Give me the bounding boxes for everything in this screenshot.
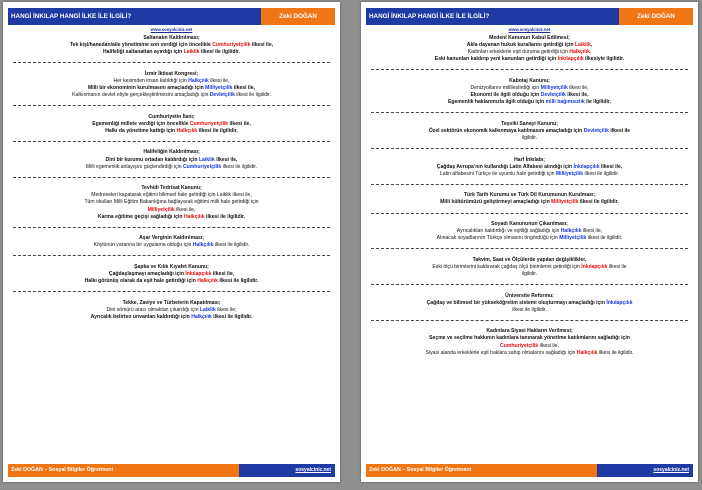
- header-author: Zeki DOĞAN: [619, 8, 693, 25]
- section-izmir-iktisat: [10, 71, 333, 99]
- section-line: Kadınları erkeklerle eşit duruma getirdiği için Halkçılık,: [467, 49, 592, 56]
- section-title: Takvim, Saat ve Ölçülerde yapılan değişiklikler,: [472, 256, 587, 263]
- site-link[interactable]: www.sosyalciniz.net: [508, 27, 551, 32]
- section-line: Karma eğitime geçişi sağladığı için Halkçılık ilkesi ile ilgilidir.: [97, 213, 246, 220]
- dashed-divider: [368, 142, 691, 157]
- section-line: Eski kanunları kaldırıp yeni kanunları getirdiği için İnkılapçılık ilkesiyle ilgilidir.: [434, 56, 625, 63]
- section-line: Çağdaş ve bilimsel bir yükseköğretim sistemi oluşturmayı amaçladığı için İnkılapçılık: [426, 299, 633, 306]
- section-line: Halkı da yönetime kattığı için Halkçılık ilkesi ile ilgilidir.: [105, 127, 238, 134]
- section-sapka-kanunu: [10, 264, 333, 285]
- section-line: Ekonomi ile ilgili olduğu için Devletçilik ilkesi ile,: [470, 92, 589, 99]
- header-title: HANGİ İNKILAP HANGİ İLKE İLE İLGİLİ?: [8, 8, 261, 25]
- section-universite-reformu: [368, 293, 691, 314]
- section-line: ilkesi ile ilgilidir.: [512, 306, 547, 313]
- page-content: [10, 35, 333, 460]
- page-content: [368, 35, 691, 460]
- section-tesviki-sanayi: [368, 121, 691, 142]
- section-kabotaj: [368, 78, 691, 106]
- section-line: Ayrıcalık belirten unvanları kaldırdığı için Halkçılık ilkesi ile ilgilidir.: [90, 313, 253, 320]
- section-line: Halkı görünüş olarak da eşit hale getirdiği için Halkçılık ilkesi ile ilgilidir.: [84, 278, 259, 285]
- section-line: ilgilidir.: [521, 270, 538, 277]
- section-line: Özel sektörün ekonomik kalkınmaya katılmasını amaçladığı için Devletçilik ilkesi ile: [428, 127, 631, 134]
- section-line: Dini bir kurumu ortadan kaldırdığı için Laiklik ilkesi ile,: [105, 156, 238, 163]
- dashed-divider: [10, 99, 333, 114]
- dashed-divider: [10, 171, 333, 186]
- section-title: Aşar Verginin Kaldırılması;: [139, 235, 204, 242]
- page-header: [8, 8, 335, 25]
- dashed-divider: [10, 221, 333, 236]
- section-title: Kadınlara Siyasi Hakların Verilmesi;: [486, 328, 573, 335]
- section-line: Denizyollarını millileştirdiği için Milliyetçilik ilkesi ile,: [470, 84, 589, 91]
- section-line: Tüm okulları Milli Eğitim Bakanlığına bağlayarak eğitimi milli hale getirdiği için: [84, 199, 259, 206]
- section-line: Alınacak soyadlarının Türkçe olmasını öngördüğü için Milliyetçilik ilkesi ile ilgilidir.: [436, 235, 623, 242]
- section-line: Ayrıcalıkları kaldırdığı ve eşitliği sağladığı için Halkçılık ilkesi ile,: [456, 228, 603, 235]
- section-line: Latin alfabesini Türkçe ile uyumlu hale getirdiği için Milliyetçilik ilkesi ile ilgilidir.: [439, 170, 620, 177]
- section-line: Milli bir ekonominin kurulmasını amaçladığı için Milliyetçilik ilkesi ile,: [87, 84, 256, 91]
- section-tevhidi-tedrisat: [10, 185, 333, 220]
- site-link[interactable]: www.sosyalciniz.net: [150, 27, 193, 32]
- dashed-divider: [10, 56, 333, 71]
- page-footer: [8, 464, 335, 477]
- section-title: Medeni Kanunun Kabul Edilmesi;: [489, 35, 570, 41]
- section-title: Teşviki Sanayi Kanunu;: [501, 120, 558, 127]
- section-line: Dini sömürü aracı olmaktan çıkardığı için Laiklik ilkesi ile;: [106, 306, 237, 313]
- section-line: Milliyetçilik ilkesi ile,: [147, 206, 196, 213]
- dashed-divider: [368, 207, 691, 222]
- section-line: Halifeliği saltanattan ayırdığı için Laiklik ilkesi ile ilgilidir.: [102, 49, 240, 56]
- section-title: Cumhuriyetin İlanı;: [148, 113, 195, 120]
- section-takvim-saat: [368, 257, 691, 278]
- section-soyadi-kanunu: [368, 221, 691, 242]
- document-page-left: [3, 2, 340, 482]
- document-page-right: [361, 2, 698, 482]
- page-header: [366, 8, 693, 25]
- section-line: Milli kültürümüzü geliştirmeyi amaçladığı için Milliyetçilik ilkesi ile ilgilidir.: [440, 199, 619, 206]
- section-title: Üniversite Reformu;: [505, 292, 554, 299]
- section-line: Eski ölçü birimlerini kaldırarak çağdaş ölçü birimlerini getirdiği için İnkılapçılık ilkesi ile: [432, 263, 627, 270]
- section-medeni-kanun: [368, 35, 691, 63]
- section-line: Seçme ve seçilme hakkının kadınlara tanınarak yönetime katılımlarını sağladığı için: [429, 335, 630, 342]
- section-line: Tek kişi/hanedan/aile yönetimine son verdiği için öncelikle Cumhuriyetçilik ilkesi ile,: [69, 42, 274, 49]
- section-title: Soyadı Kanununun Çıkarılması;: [491, 221, 568, 227]
- section-title: Tevhidi Tedrisat Kanunu;: [141, 185, 202, 192]
- section-title: Şapka ve Kılık Kıyafet Kanunu;: [134, 263, 209, 270]
- dashed-divider: [10, 285, 333, 300]
- section-line: Egemenlik haklarımızla ilgili olduğu için milli bağımsızlık ile ilgilidir.: [447, 99, 612, 106]
- section-line: Kalkınmanın devlet eliyle gerçekleştirilmesini amaçladığı için Devletçilik ilkesi ile ilgilidir.: [72, 92, 271, 99]
- page-footer: [366, 464, 693, 477]
- footer-site-link[interactable]: sosyalciniz.net: [597, 464, 693, 477]
- footer-author: Zeki DOĞAN – Sosyal Bilgiler Öğretmeni: [366, 464, 597, 477]
- section-tekke-zaviye: [10, 300, 333, 321]
- section-title: Saltanatın Kaldırılması;: [143, 35, 200, 41]
- section-title: Halifeliğin Kaldırılması;: [143, 149, 200, 156]
- section-title: Kabotaj Kanunu;: [509, 77, 550, 84]
- section-cumhuriyet: [10, 114, 333, 135]
- section-line: Köylünün yararına bir uygulama olduğu için Halkçılık ilkesi ile ilgilidir.: [93, 242, 250, 249]
- section-line: Çağdaş Avrupa’nın kullandığı Latin Alfabesi alındığı için İnkılapçılık ilkesi ile,: [436, 163, 623, 170]
- dashed-divider: [368, 106, 691, 121]
- section-tarih-dil-kurumu: [368, 192, 691, 206]
- section-line: Siyasi alanda erkeklerle eşit haklara sahip olmalarını sağladığı için Halkçılık ilkesi ile ilgilidir.: [425, 349, 634, 356]
- section-title: Harf İnkılabı;: [514, 156, 545, 163]
- dashed-divider: [368, 242, 691, 257]
- footer-site-link[interactable]: sosyalciniz.net: [239, 464, 335, 477]
- section-line: Medreseleri kapatarak eğitimi bilimsel hale getirdiği için Laiklik ilkesi ile,: [91, 192, 252, 199]
- dashed-divider: [368, 63, 691, 78]
- section-harf-inkilabi: [368, 157, 691, 178]
- section-title: Türk Tarih Kurumu ve Türk Dil Kurumunun Kurulması;: [463, 192, 596, 199]
- dashed-divider: [368, 178, 691, 193]
- section-title: İzmir İktisat Kongresi;: [144, 70, 199, 77]
- dashed-divider: [368, 314, 691, 329]
- section-kadin-haklari: [368, 328, 691, 356]
- section-line: Her kesimden insan katıldığı için Halkçılık ilkesi ile,: [113, 77, 230, 84]
- section-line: ilgilidir.: [521, 134, 538, 141]
- dashed-divider: [10, 135, 333, 150]
- section-line: Akla dayanan hukuk kurallarını getirdiği için Laiklik,: [466, 42, 593, 49]
- section-title: Tekke, Zaviye ve Türbelerin Kapatılması;: [122, 299, 221, 306]
- section-line: Çağdaşlaşmayı amaçladığı için İnkılapçılık ilkesi ile,: [108, 270, 235, 277]
- section-line: Cumhuriyetçilik ilkesi ile,: [500, 342, 559, 349]
- section-halifelik: [10, 149, 333, 170]
- section-line: Egemenliği millete verdiği için öncelikle Cumhuriyetçilik ilkesi ile,: [92, 120, 251, 127]
- section-asar-vergisi: [10, 235, 333, 249]
- dashed-divider: [368, 278, 691, 293]
- footer-author: Zeki DOĞAN – Sosyal Bilgiler Öğretmeni: [8, 464, 239, 477]
- header-title: HANGİ İNKILAP HANGİ İLKE İLE İLGİLİ?: [366, 8, 619, 25]
- dashed-divider: [10, 249, 333, 264]
- section-saltanat: [10, 35, 333, 56]
- section-line: Milli egemenlik anlayışını güçlendirdiği için Cumhuriyetçilik ilkesi ile ilgilidir.: [85, 163, 258, 170]
- header-author: Zeki DOĞAN: [261, 8, 335, 25]
